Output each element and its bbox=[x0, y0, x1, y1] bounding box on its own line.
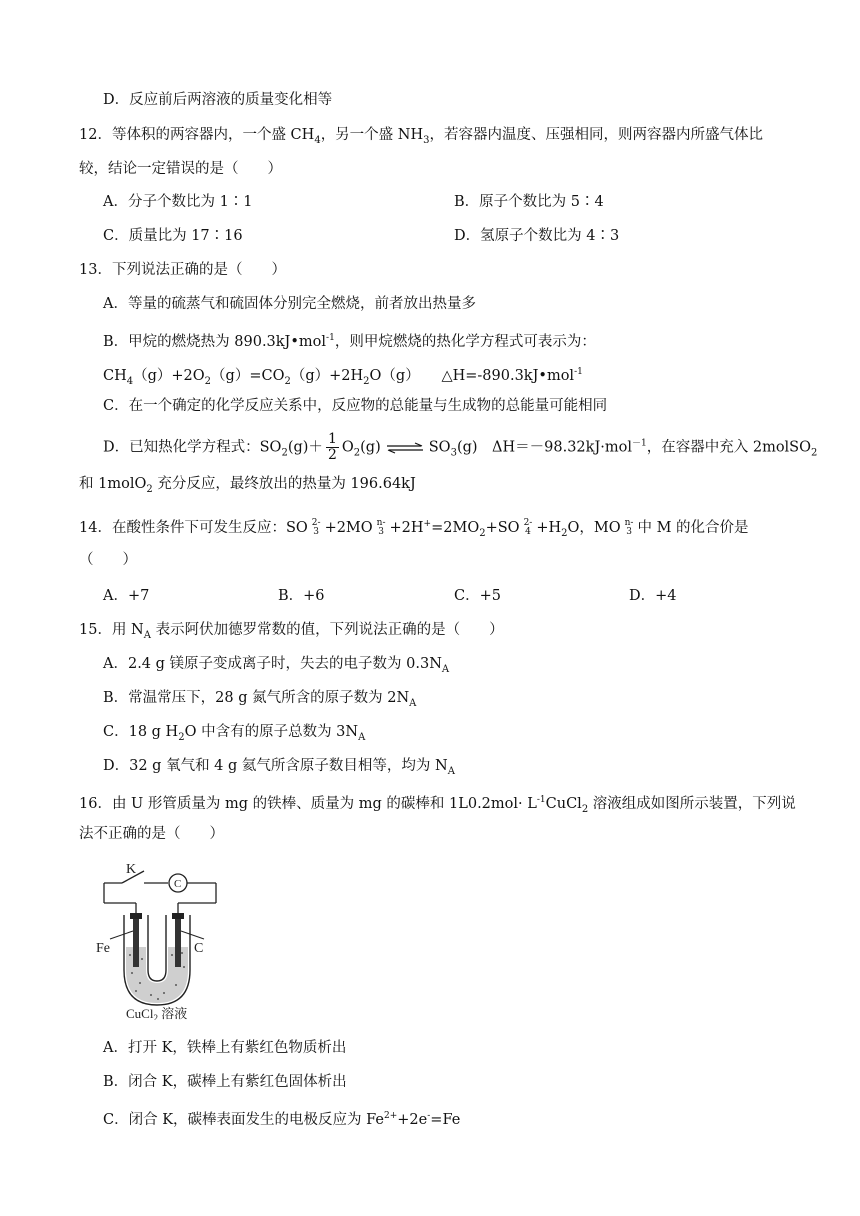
q12-option-b: B．原子个数比为 5∶4 bbox=[454, 194, 604, 210]
label-galvanometer: C bbox=[174, 878, 182, 890]
q12-stem: 12．等体积的两容器内，一个盛 $CH_4$，另一个盛 $NH_3$，若容器内温度、压强相同，则两容器内所盛气体比 bbox=[79, 127, 764, 146]
q16-option-a: A．打开 K，铁棒上有紫红色物质析出 bbox=[103, 1040, 347, 1056]
q15-stem: 15．用 $N_A$ 表示阿伏加德罗常数的值，下列说法正确的是（ ） bbox=[79, 622, 504, 641]
q14-stem: 14．在酸性条件下可发生反应：SO 2- 3 +2MO n- $3 +2H^+=2MO_2+SO$ 2- $4 +H_2O$，MO n- 3 中 M 的化合价是 bbox=[79, 518, 749, 539]
q15-option-a: A．2.4 g 镁原子变成离子时，失去的电子数为 $0.3N_A$ bbox=[103, 656, 450, 675]
label-fe: Fe bbox=[96, 941, 110, 956]
q12-option-c: C．质量比为 17∶16 bbox=[103, 228, 243, 244]
label-solution: CuCl$_2$ 溶液 bbox=[126, 1006, 188, 1020]
q12-option-a: A．分子个数比为 1∶1 bbox=[103, 194, 253, 210]
q15-option-d: D．32 g 氧气和 4 g 氦气所含原子数目相等，均为 $N_A$ bbox=[103, 758, 455, 777]
q14-option-b: B．+6 bbox=[278, 588, 325, 604]
q13-equation: $CH_4(g)+2O_2(g)=CO_2(g)+2H_2O(g)$ △H=-890.3kJ•mol$^{-1}$ bbox=[103, 367, 583, 387]
q13-option-d: D．已知热化学方程式：$SO_2(g)+$ $\frac{1}{2}$ $O_2(g)$ $SO_3(g)$ ΔH＝－98.32kJ·mol$^{-1}$，在容器中充入 2molSO$_2$ bbox=[103, 431, 818, 463]
q15-option-c: C．18 g $H_2O$ 中含有的原子总数为 $3N_A$ bbox=[103, 724, 366, 743]
q16-option-b: B．闭合 K，碳棒上有紫红色固体析出 bbox=[103, 1074, 347, 1090]
q14-option-a: A．+7 bbox=[103, 588, 150, 604]
q16-stem: 16．由 U 形管质量为 mg 的铁棒、质量为 mg 的碳棒和 $1L0.2mol\cdot L^{-1}CuCl_2$ 溶液组成如图所示装置，下列说 bbox=[79, 795, 796, 815]
electrolysis-apparatus-figure bbox=[96, 855, 226, 1020]
q13-option-a: A．等量的硫蒸气和硫固体分别完全燃烧，前者放出热量多 bbox=[103, 296, 476, 312]
q13-stem: 13．下列说法正确的是（ ） bbox=[79, 262, 286, 278]
q16-option-c: C．闭合 K，碳棒表面发生的电极反应为 $Fe^{2+}+2e^-=Fe$ bbox=[103, 1111, 461, 1128]
q12-option-d: D．氢原子个数比为 4∶3 bbox=[454, 228, 620, 244]
q13-option-c: C．在一个确定的化学反应关系中，反应物的总能量与生成物的总能量可能相同 bbox=[103, 398, 608, 414]
q14-answer-paren: （ ） bbox=[79, 552, 137, 568]
q14-option-d: D．+4 bbox=[629, 588, 677, 604]
q12-stem-cont: 较，结论一定错误的是（ ） bbox=[79, 161, 282, 177]
label-k: K bbox=[126, 862, 137, 877]
half-fraction: $\frac{1}{2}$ bbox=[327, 431, 337, 463]
q13-option-d-cont: 和 1molO$_2$ 充分反应，最终放出的热量为 196.64kJ bbox=[79, 476, 416, 495]
q16-stem-cont: 法不正确的是（ ） bbox=[79, 826, 224, 842]
q14-option-c: C．+5 bbox=[454, 588, 501, 604]
q13-option-b: B．甲烷的燃烧热为 890.3kJ•mol$^{-1}$，则甲烷燃烧的热化学方程式可表示为： bbox=[103, 333, 596, 350]
q15-option-b: B．常温常压下，28 g 氮气所含的原子数为 $2N_A$ bbox=[103, 690, 417, 709]
equilibrium-arrow-icon bbox=[385, 442, 425, 454]
label-c: C bbox=[194, 941, 204, 956]
q11-option-d: D．反应前后两溶液的质量变化相等 bbox=[103, 92, 333, 108]
